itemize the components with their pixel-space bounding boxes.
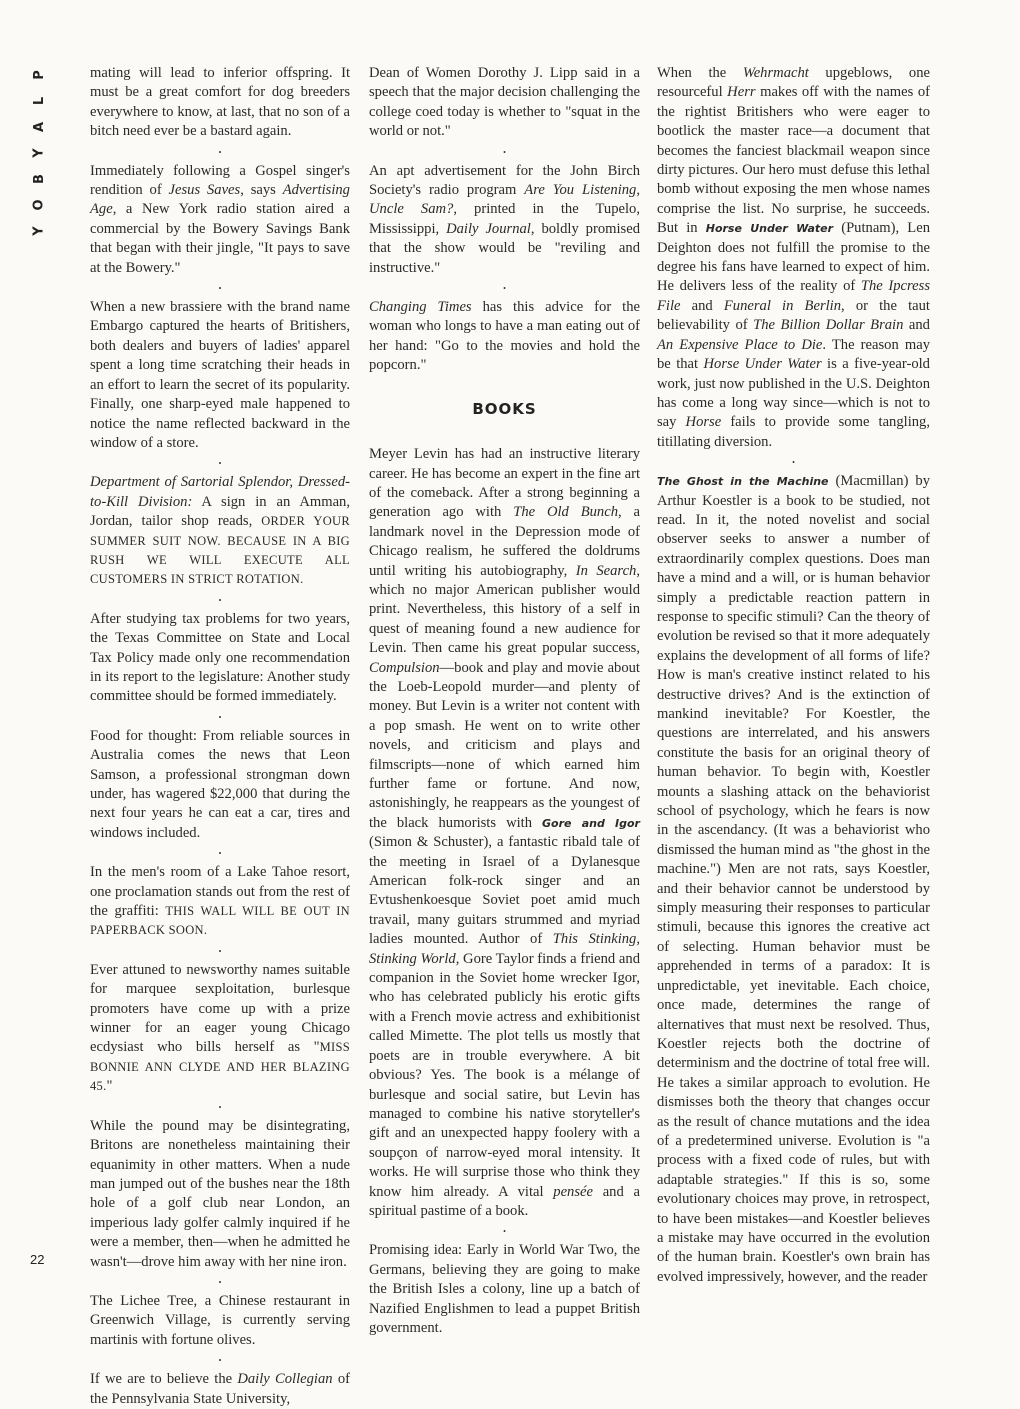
separator-bullet: •: [503, 147, 506, 157]
page-number: 22: [30, 1252, 45, 1267]
paragraph: While the pound may be disintegrating, Britons are nonetheless maintaining their equanimity in other matters. When a nude man jumped out of the bushes near the 18th hole of a golf club near London, an imperious lady golfer calmly inquired if he were a member, then—when he admitted he wasn't—drove him away with her nine iron.: [90, 1117, 350, 1270]
paragraph: Ever attuned to newsworthy names suitable for marquee sexploitation, burlesque promoters have come up with a prize winner for an eager young Chicago ecdysiast who bills herself as "MISS BONNIE ANN CLYDE AND HER BLAZING 45.": [90, 961, 350, 1095]
masthead-letter: P: [32, 70, 47, 80]
separator-bullet: •: [218, 595, 222, 605]
paragraph: In the men's room of a Lake Tahoe resort, one proclamation stands out from the rest of the graffiti: THIS WALL WILL BE OUT IN PAPERBACK SOON.: [90, 864, 350, 938]
masthead-letter: A: [32, 121, 47, 133]
column-2: [369, 64, 640, 1338]
separator-bullet: •: [218, 1102, 222, 1112]
section-heading-books: BOOKS: [472, 399, 537, 418]
paragraph: Immediately following a Gospel singer's rendition of Jesus Saves, says Advertising Age, a New York radio station aired a commercial by the Bowery Savings Bank that began with their jingle, "It pays to save at the Bowery.": [90, 162, 350, 276]
separator-bullet: •: [218, 459, 222, 469]
masthead-letter: B: [31, 174, 47, 184]
paragraph: When a new brassiere with the brand name Embargo captured the hearts of Britishers, both dealers and buyers of ladies' apparel spent a long time scratching their heads in an effort to learn the secret of its popularity. Finally, one sharp-eyed male happened to notice the name reflected backward in the window of a store.: [90, 299, 350, 451]
paragraph: Changing Times has this advice for the woman who longs to have a man eating out of her hand: "Go to the movies and hold the popcorn.": [369, 299, 640, 374]
masthead-letter: Y: [31, 148, 47, 158]
paragraph: An apt advertisement for the John Birch Society's radio program Are You Listening, Uncle Sam?, printed in the Tupelo, Mississippi, Daily Journal, boldly promised that the show would be "reviling and instructive.": [369, 162, 640, 276]
paragraph: Meyer Levin has had an instructive literary career. He has become an expert in the fine art of the comeback. After a strong beginning a generation ago with The Old Bunch, a landmark novel in the Depression mode of Chicago realism, he suffered the doldrums until writing his autobiography, In Search, which no major American publisher would print. Nevertheless, this history of a self in quest of meaning found a new audience for Levin. Then came his great popular success, Compulsion—book and play and movie about the Loeb-Leopold murder—and plenty of money. But Levin is a writer not content with a pop smash. He went on to write other novels, and criticism and plays and filmscripts—none of which earned him further fame or fortune. And now, astonishingly, he reappears as the youngest of the black humorists with Gore and Igor (Simon & Schuster), a fantastic ribald tale of the meeting in Israel of a Dylanesque American folk-rock singer and an Evtushenkoesque Soviet poet amid much travail, many guitars strummed and myriad ladies mounted. Author of This Stinking, Stinking World, Gore Taylor finds a friend and companion in the Soviet home wrecker Igor, who has celebrated publicly his erotic gifts with a French movie actress and exhibitionist called Mimette. The plot tells us mostly that poets are in trouble everywhere. A bit obvious? Yes. The book is a mélange of burlesque and social satire, but Levin has managed to combine his native storyteller's gift and an unexpected happy foolery with a soupçon of narrow-eyed moral intensity. It works. He will surprise those who think they know him already. A vital pensée and a spiritual pastime of a book.: [369, 446, 640, 1219]
separator-bullet: •: [792, 458, 795, 468]
paragraph: Department of Sartorial Splendor, Dressed-to-Kill Division: A sign in an Amman, Jordan, tailor shop reads, ORDER YOUR SUMMER SUIT NOW. BECAUSE IN A BIG RUSH WE WILL EXECUTE ALL CUSTOMERS IN STRICT ROTATION.: [90, 474, 350, 587]
paragraph: Promising idea: Early in World War Two, the Germans, believing they are going to make the British Isles a colony, line up a batch of Nazified Englishmen to lead a puppet British government.: [369, 1242, 640, 1336]
separator-bullet: •: [218, 712, 222, 722]
separator-bullet: •: [218, 849, 222, 859]
masthead-letter: O: [32, 199, 47, 211]
separator-bullet: •: [218, 1277, 222, 1287]
paragraph: Food for thought: From reliable sources in Australia comes the news that Leon Samson, a professional strongman down under, has wagered $22,000 that during the next four years he can eat a car, tires and windows included.: [90, 727, 350, 841]
column-3: [657, 64, 930, 1287]
separator-bullet: •: [218, 284, 222, 294]
separator-bullet: •: [218, 147, 222, 157]
paragraph: The Lichee Tree, a Chinese restaurant in Greenwich Village, is currently serving martinis with fortune olives.: [90, 1292, 350, 1348]
paragraph: Dean of Women Dorothy J. Lipp said in a speech that the major decision challenging the college coed today is whether to "squat in the world or not.": [369, 65, 640, 140]
paragraph: After studying tax problems for two years, the Texas Committee on State and Local Tax Policy made only one recommendation in its report to the legislature: Another study committee should be formed immediately.: [90, 610, 350, 705]
separator-bullet: •: [218, 946, 222, 956]
paragraph: The Ghost in the Machine (Macmillan) by Arthur Koestler is a book to be studied, not read. In it, the noted novelist and social observer seeks to answer a number of extraordinarily complex questions. Does man have a mind and a will, or is human behavior simply a predictable reaction pattern in response to specific stimuli? Can the theory of evolution be revised so that it more adequately explains the development of all forms of life? How is man's creative instinct related to his destructive drives? And is the extinction of mankind inevitable? For Koestler, the questions are interrelated, and his answers constitute the basis for an original theory of human behavior. To begin with, Koestler mounts a slashing attack on the behaviorist school of psychology, which he fears is now in the ascendancy. (It was a behaviorist who dismissed the human mind as "the ghost in the machine.") Men are not rats, says Koestler, and their behavior cannot be understood by simply measuring their responses to particular stimuli, because this ignores the creative act of selecting. Human behavior must be apprehended in terms of a paradox: It is unpredictable, yet inevitable. Each choice, once made, determines the range of alternatives that must next be resolved. Thus, Koestler rejects both the doctrine of determinism and the doctrine of total free will. He takes a similar approach to evolution. He dismisses both the theory that changes occur as the result of chance mutations and the idea of a predetermined universe. Evolution is "a process with a fixed code of rules, but with adaptable strategies." If this is so, some evolutionary choices may prove, in retrospect, to have been mistakes—and Koestler believes a mistake may have occurred in the evolution of the human brain. Koestler's own brain has evolved impressively, however, and the reader: [657, 473, 930, 1285]
masthead-letter: L: [31, 96, 47, 106]
paragraph: When the Wehrmacht upgeblows, one resourceful Herr makes off with the names of the rightist Britishers who were eager to bootlick the master race—a document that becomes the fanciest blackmail weapon since dirty pictures. Our hero must defuse this lethal bomb without exposing the men whose names comprise the list. No surprise, he succeeds. But in Horse Under Water (Putnam), Len Deighton does not fulfill the promise to the degree his fans have learned to expect of him. He delivers less of the reality of The Ipcress File and Funeral in Berlin, or the taut believability of The Billion Dollar Brain and An Expensive Place to Die. The reason may be that Horse Under Water is a five-year-old work, just now published in the U.S. Deighton has come a long way since—which is not to say Horse fails to provide some tangling, titillating diversion.: [657, 65, 930, 450]
column-1: [90, 64, 350, 1409]
separator-bullet: •: [218, 1356, 222, 1366]
magazine-masthead: [30, 62, 50, 244]
separator-bullet: •: [503, 284, 506, 294]
separator-bullet: •: [503, 1227, 506, 1237]
paragraph: If we are to believe the Daily Collegian of the Pennsylvania State University,: [90, 1371, 350, 1407]
masthead-letter: Y: [31, 226, 47, 236]
paragraph: mating will lead to inferior offspring. It must be a great comfort for dog breeders everywhere to know, at last, that no son of a bitch need ever be a bastard again.: [90, 65, 350, 140]
